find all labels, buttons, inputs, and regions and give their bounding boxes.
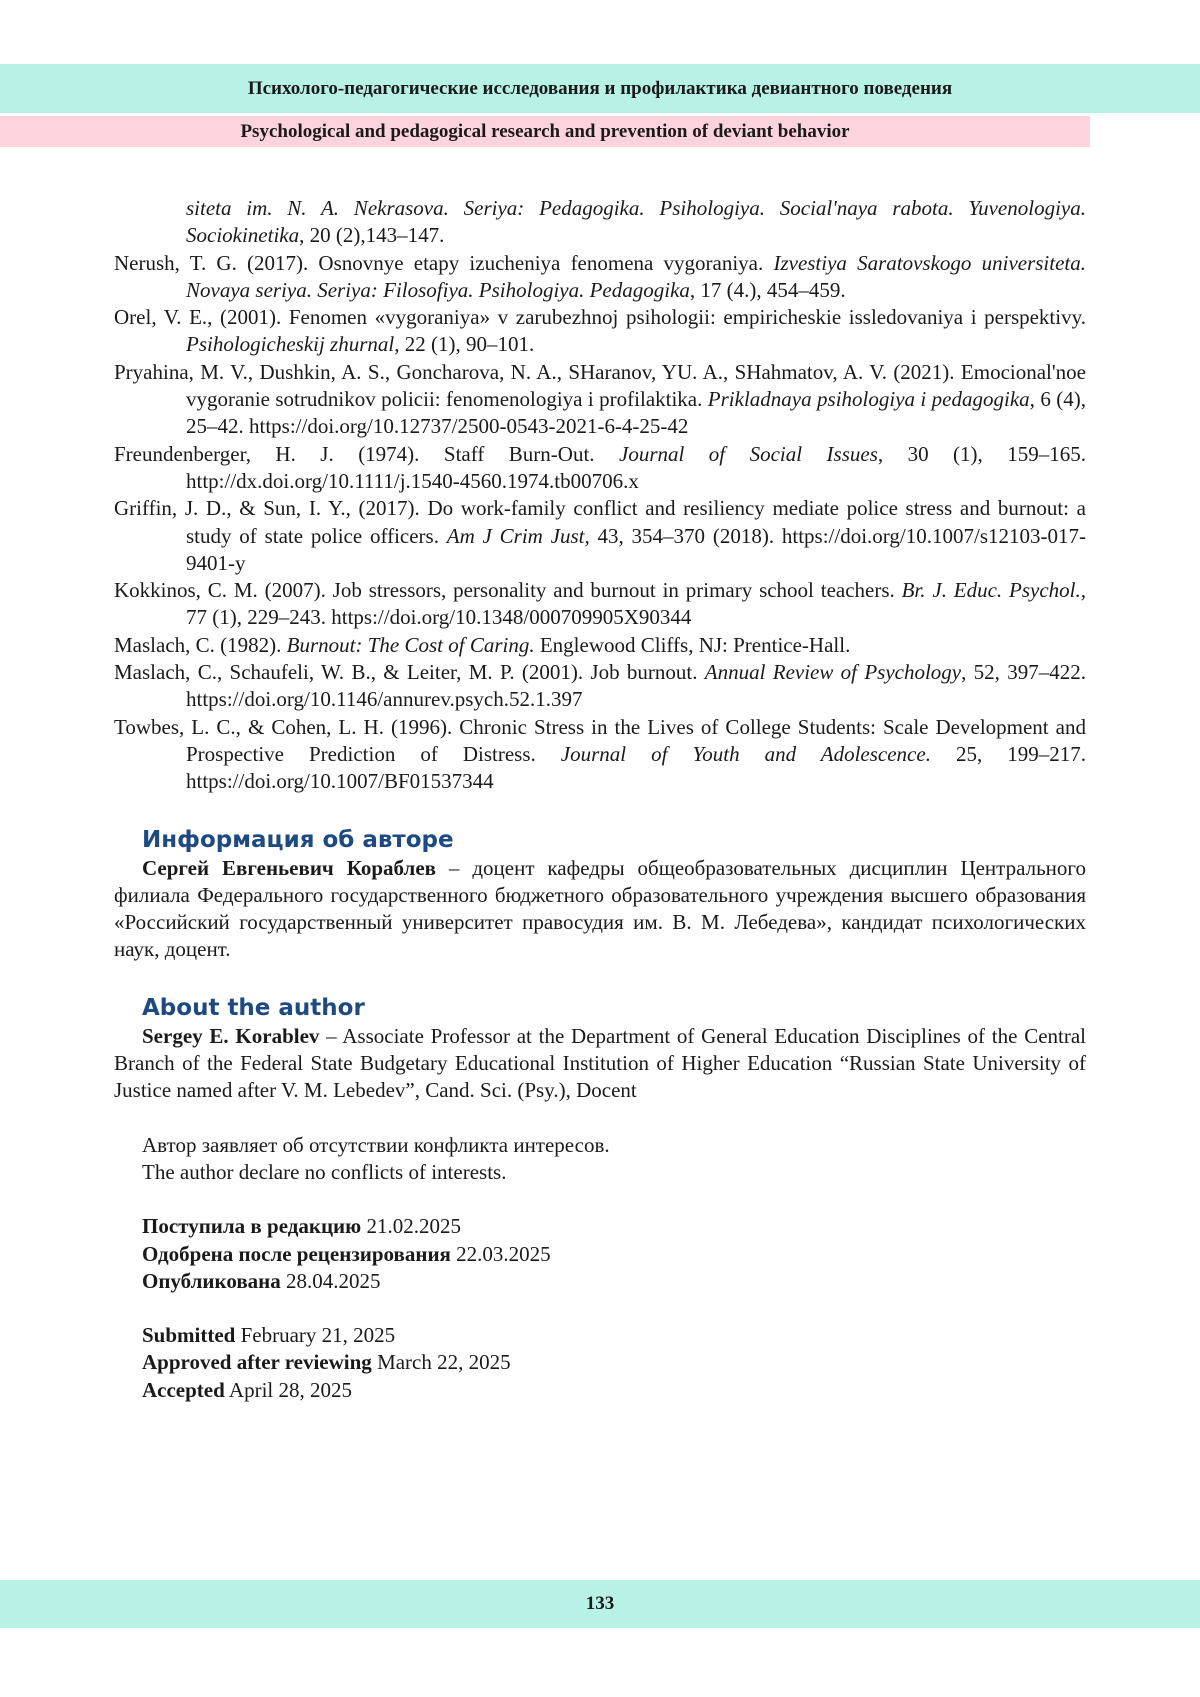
date-value: February 21, 2025	[235, 1323, 396, 1348]
reference-text: , 20 (2),143–147.	[299, 223, 445, 248]
reference-text: Orel, V. E., (2001). Fenomen «vygoraniya» v zarubezhnoj psihologii: empiricheskie issledovaniya i perspektivy.	[114, 305, 1086, 330]
journal-title-ru: Психолого-педагогические исследования и профилактика девиантного поведения	[0, 64, 1200, 113]
reference-source: Journal of Social Issues	[619, 441, 878, 466]
reference-text: , 17 (4.), 454–459.	[689, 277, 846, 302]
date-value: 22.03.2025	[450, 1241, 551, 1266]
author-info-ru	[114, 855, 1086, 964]
journal-title-en: Psychological and pedagogical research and prevention of deviant behavior	[0, 116, 1090, 147]
reference-item	[114, 250, 1086, 305]
conflict-statement-en: The author declare no conflicts of interests.	[142, 1159, 507, 1184]
reference-item	[114, 359, 1086, 441]
reference-item	[114, 304, 1086, 359]
date-label: Одобрена после рецензирования	[142, 1241, 451, 1266]
reference-item	[114, 195, 1086, 250]
reference-source: Journal of Youth and Adolescence.	[560, 741, 931, 766]
page-number: 133	[0, 1580, 1200, 1628]
reference-text: Kokkinos, C. M. (2007). Job stressors, personality and burnout in primary school teachers.	[114, 578, 902, 603]
date-submitted-en	[142, 1322, 1086, 1349]
reference-text: Maslach, C. (1982).	[114, 632, 287, 657]
reference-source: Br. J. Educ. Psychol.,	[901, 578, 1086, 603]
date-label: Approved after reviewing	[142, 1350, 372, 1375]
reference-item	[114, 659, 1086, 714]
author-desc-en: – Associate Professor at the Department of General Education Disciplines of the Central Branch of the Federal State Budgetary Educational Institution of Higher Education “Russian State University of Justice named after V. M. Lebedev”, Cand. Sci. (Psy.), Docent	[114, 1023, 1087, 1103]
date-label: Submitted	[142, 1323, 236, 1348]
reference-text: , 22 (1), 90–101.	[394, 332, 535, 357]
author-heading-ru: Информация об авторе	[142, 826, 454, 853]
date-label: Accepted	[142, 1377, 225, 1402]
reference-source: Am J Crim Just,	[446, 523, 590, 548]
date-accepted-en	[142, 1377, 1086, 1404]
reference-item	[114, 577, 1086, 632]
reference-source: Annual Review of Psychology	[704, 660, 962, 685]
reference-text: , 6 (4), 25–42. https://doi.org/10.12737/2500-0543-2021-6-4-25-42	[186, 387, 1086, 439]
date-value: March 22, 2025	[371, 1350, 511, 1375]
reference-text: Nerush, T. G. (2017). Osnovnye etapy izucheniya fenomena vygoraniya.	[114, 250, 774, 275]
reference-source: Burnout: The Cost of Caring.	[286, 632, 535, 657]
date-submitted-ru	[142, 1213, 1086, 1240]
reference-source: Izvestiya Saratovskogo universiteta. Novaya seriya. Seriya: Filosofiya. Psihologiya. Pedagogika	[186, 250, 1087, 302]
reference-text: Towbes, L. C., & Cohen, L. H. (1996). Chronic Stress in the Lives of College Students: Scale Development and Prospective Prediction of Distress.	[114, 714, 1086, 766]
author-name-ru: Сергей Евгеньевич Кораблев	[142, 855, 436, 880]
date-value: 21.02.2025	[361, 1214, 461, 1239]
page-content	[114, 195, 1086, 1404]
date-published-ru	[142, 1268, 1086, 1295]
reference-item	[114, 714, 1086, 796]
reference-item	[114, 632, 1086, 659]
reference-text: Pryahina, M. V., Dushkin, A. S., Goncharova, N. A., SHaranov, YU. A., SHahmatov, A. V. (2021). Emocional'noe vygoranie sotrudnikov policii: fenomenologiya i profilaktika.	[114, 359, 1086, 412]
reference-text: 43, 354–370 (2018). https://doi.org/10.1007/s12103-017-9401-y	[186, 523, 1086, 575]
date-label: Опубликована	[142, 1268, 281, 1293]
author-desc-ru: – доцент кафедры общеобразовательных дисциплин Центрального филиала Федерального государственного бюджетного образовательного учреждения высшего образования «Российский государственный университет правосудия им. В. М. Лебедева», кандидат психологических наук, доцент.	[114, 855, 1086, 962]
date-value: 28.04.2025	[280, 1268, 381, 1293]
reference-text: Maslach, C., Schaufeli, W. B., & Leiter, M. P. (2001). Job burnout.	[114, 660, 705, 685]
author-info-en	[114, 1023, 1086, 1105]
reference-text: 25, 199–217. https://doi.org/10.1007/BF01537344	[186, 741, 1086, 794]
author-heading-en: About the author	[142, 994, 365, 1021]
reference-source: Prikladnaya psihologiya i pedagogika	[707, 387, 1030, 412]
reference-item	[114, 441, 1086, 496]
date-approved-en	[142, 1349, 1086, 1376]
reference-source: Psihologicheskij zhurnal	[186, 332, 395, 357]
date-label: Поступила в редакцию	[142, 1214, 362, 1239]
reference-text: , 52, 397–422. https://doi.org/10.1146/annurev.psych.52.1.397	[186, 660, 1086, 712]
reference-text: Englewood Cliffs, NJ: Prentice-Hall.	[534, 632, 851, 657]
reference-text: 77 (1), 229–243. https://doi.org/10.1348/000709905X90344	[186, 605, 692, 630]
reference-text: , 30 (1), 159–165. http://dx.doi.org/10.1111/j.1540-4560.1974.tb00706.x	[186, 441, 1086, 493]
date-value: April 28, 2025	[224, 1377, 352, 1402]
reference-item	[114, 495, 1086, 577]
reference-text: Griffin, J. D., & Sun, I. Y., (2017). Do work-family conflict and resiliency mediate police stress and burnout: a study of state police officers.	[114, 496, 1086, 548]
date-approved-ru	[142, 1241, 1086, 1268]
author-name-en: Sergey E. Korablev	[142, 1023, 320, 1048]
reference-text: Freundenberger, H. J. (1974). Staff Burn-Out.	[114, 441, 619, 466]
reference-source: siteta im. N. A. Nekrasova. Seriya: Pedagogika. Psihologiya. Social'naya rabota. Yuvenologiya. Sociokinetika	[186, 196, 1086, 248]
references-list	[114, 195, 1086, 796]
conflict-statement-ru: Автор заявляет об отсутствии конфликта интересов.	[142, 1132, 610, 1157]
